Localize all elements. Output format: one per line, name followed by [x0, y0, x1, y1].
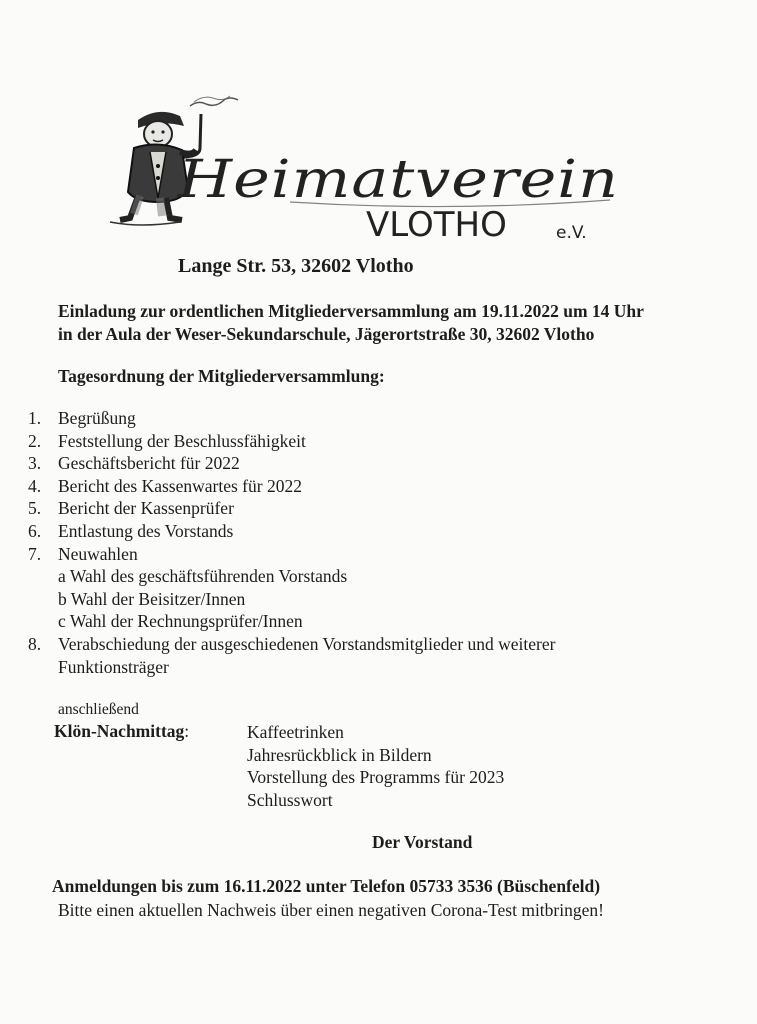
registration-note: Anmeldungen bis zum 16.11.2022 unter Telefon 05733 3536 (Büschenfeld): [52, 876, 601, 896]
agenda-subitem: c Wahl der Rechnungsprüfer/Innen: [58, 611, 303, 632]
agenda-item: 5. Bericht der Kassenprüfer: [28, 498, 234, 519]
kloen-item: Schlusswort: [247, 789, 333, 810]
agenda-item-continuation: Funktionsträger: [58, 656, 169, 677]
agenda-item: 4. Bericht des Kassenwartes für 2022: [28, 475, 302, 496]
agenda-title: Tagesordnung der Mitgliederversammlung:: [58, 366, 385, 386]
agenda-item: 2. Feststellung der Beschlussfähigkeit: [28, 430, 306, 451]
kloen-item: Jahresrückblick in Bildern: [247, 744, 432, 765]
invitation-block: [58, 300, 644, 346]
signature: Der Vorstand: [372, 832, 473, 852]
invitation-line-1: Einladung zur ordentlichen Mitgliederversammlung am 19.11.2022 um 14 Uhr: [58, 301, 644, 321]
logo-script-text: Heimatverein: [178, 147, 620, 210]
kloen-item: Vorstellung des Programms für 2023: [247, 767, 505, 788]
agenda-subitem: b Wahl der Beisitzer/Innen: [58, 588, 246, 609]
agenda-item: 8. Verabschiedung der ausgeschiedenen Vorstandsmitglieder und weiterer: [28, 633, 556, 654]
kloen-item: Kaffeetrinken: [247, 722, 344, 742]
afterwards-label: anschließend: [58, 701, 139, 718]
agenda-item: 7. Neuwahlen: [28, 543, 138, 564]
kloen-items: [247, 721, 504, 811]
logo-suffix: e.V.: [556, 223, 587, 243]
agenda-list: [28, 407, 555, 678]
logo-name: VLOTHO: [366, 205, 507, 245]
corona-note: Bitte einen aktuellen Nachweis über einen negativen Corona-Test mitbringen!: [58, 900, 604, 920]
agenda-item: 1. Begrüßung: [28, 408, 136, 428]
kloen-label-colon: :: [184, 721, 190, 741]
agenda-item: 6. Entlastung des Vorstands: [28, 520, 234, 541]
invitation-line-2: in der Aula der Weser-Sekundarschule, Jägerortstraße 30, 32602 Vlotho: [58, 324, 595, 344]
address-line: Lange Str. 53, 32602 Vlotho: [178, 255, 414, 277]
agenda-item: 3. Geschäftsbericht für 2022: [28, 453, 240, 474]
agenda-subitem: a Wahl des geschäftsführenden Vorstands: [58, 566, 348, 587]
kloen-label-text: Klön-Nachmittag: [54, 721, 185, 741]
kloen-label: [54, 721, 189, 742]
